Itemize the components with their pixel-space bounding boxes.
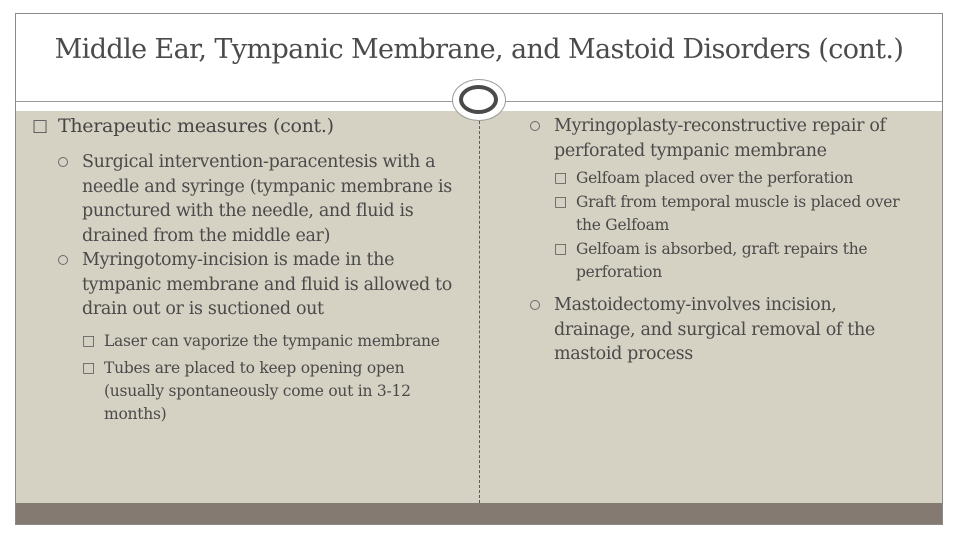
left-heading [32,114,462,138]
square-bullet-icon: □ [82,359,95,376]
square-bullet-icon: □ [32,116,48,136]
list-item [56,248,462,322]
left-column [32,114,462,430]
sub-list-item-text: Gelfoam is absorbed, graft repairs the perforation [576,240,868,281]
footer-bar [16,503,942,524]
square-bullet-icon: □ [554,170,567,186]
list-item [528,293,908,367]
list-item-text: Surgical intervention-paracentesis with a needle and syringe (tympanic membrane is punctured with the needle, and fluid is drained from the middle ear) [82,152,452,246]
circle-bullet-icon [530,121,540,131]
slide-title: Middle Ear, Tympanic Membrane, and Mastoid Disorders (cont.) [54,34,904,65]
list-item-text: Mastoidectomy-involves incision, drainage, and surgical removal of the mastoid process [554,295,875,364]
sub-list-item [82,357,462,426]
list-item [56,150,462,248]
ring-icon [459,85,498,114]
square-bullet-icon: □ [554,194,567,210]
circle-bullet-icon [58,255,68,265]
list-item [528,114,908,163]
column-divider [479,111,480,503]
square-bullet-icon: □ [82,332,95,349]
sub-list-item [554,191,908,237]
left-heading-text: Therapeutic measures (cont.) [58,115,334,137]
list-item-text: Myringotomy-incision is made in the tympanic membrane and fluid is allowed to drain out or is suctioned out [82,250,452,319]
sub-list-item [554,167,908,190]
sub-list-item-text: Graft from temporal muscle is placed over the Gelfoam [576,193,900,234]
sub-list-item-text: Laser can vaporize the tympanic membrane [104,331,440,350]
sub-list-item-text: Gelfoam placed over the perforation [576,169,854,187]
circle-bullet-icon [530,300,540,310]
sub-list-item-text: Tubes are placed to keep opening open (usually spontaneously come out in 3-12 months) [104,358,411,423]
square-bullet-icon: □ [554,241,567,257]
sub-list-item [554,238,908,284]
circle-bullet-icon [58,157,68,167]
sub-list-item [82,330,462,353]
list-item-text: Myringoplasty-reconstructive repair of perforated tympanic membrane [554,116,886,161]
right-column [528,114,908,367]
